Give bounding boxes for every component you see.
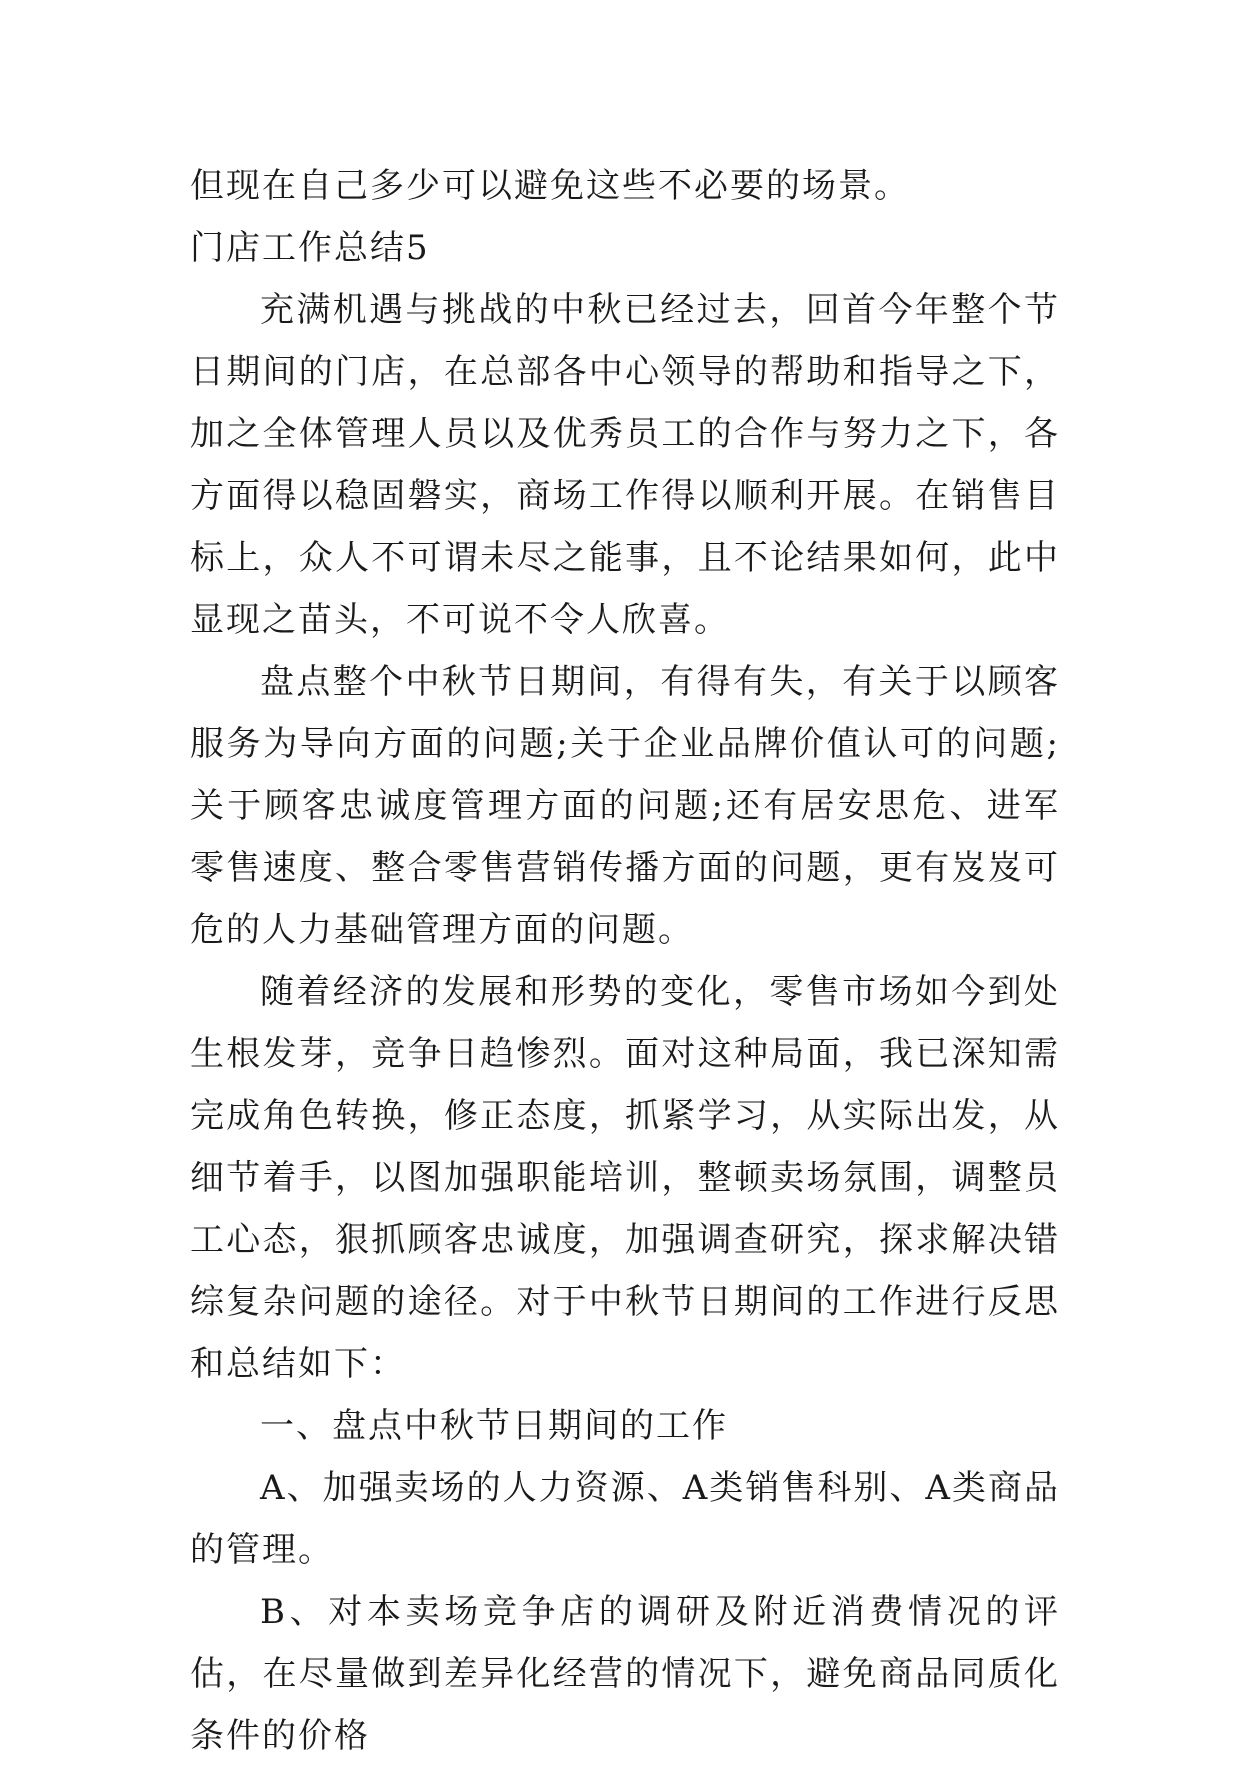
document-body xyxy=(190,155,1060,1767)
paragraph-review: 盘点整个中秋节日期间，有得有失，有关于以顾客服务为导向方面的问题;关于企业品牌价值认可的问题;关于顾客忠诚度管理方面的问题;还有居安思危、进军零售速度、整合零售营销传播方面的问题，更有岌岌可危的人力基础管理方面的问题。 xyxy=(190,662,1060,950)
paragraph-intro: 充满机遇与挑战的中秋已经过去，回首今年整个节日期间的门店，在总部各中心领导的帮助和指导之下，加之全体管理人员以及优秀员工的合作与努力之下，各方面得以稳固磐实，商场工作得以顺利开展。在销售目标上，众人不可谓未尽之能事，且不论结果如何，此中显现之苗头，不可说不令人欣喜。 xyxy=(190,290,1060,640)
paragraph-item-a: A、加强卖场的人力资源、A类销售科别、A类商品的管理。 xyxy=(190,1468,1060,1570)
section-title: 门店工作总结5 xyxy=(190,228,430,268)
paragraph-item-b: B、对本卖场竞争店的调研及附近消费情况的评估，在尽量做到差异化经营的情况下，避免商品同质化条件的价格 xyxy=(190,1592,1060,1756)
paragraph-market: 随着经济的发展和形势的变化，零售市场如今到处生根发芽，竞争日趋惨烈。面对这种局面，我已深知需完成角色转换，修正态度，抓紧学习，从实际出发，从细节着手，以图加强职能培训，整顿卖场氛围，调整员工心态，狠抓顾客忠诚度，加强调查研究，探求解决错综复杂问题的途径。对于中秋节日期间的工作进行反思和总结如下： xyxy=(190,972,1060,1384)
heading-item-one: 一、盘点中秋节日期间的工作 xyxy=(260,1406,728,1446)
continuation-line: 但现在自己多少可以避免这些不必要的场景。 xyxy=(190,166,910,206)
